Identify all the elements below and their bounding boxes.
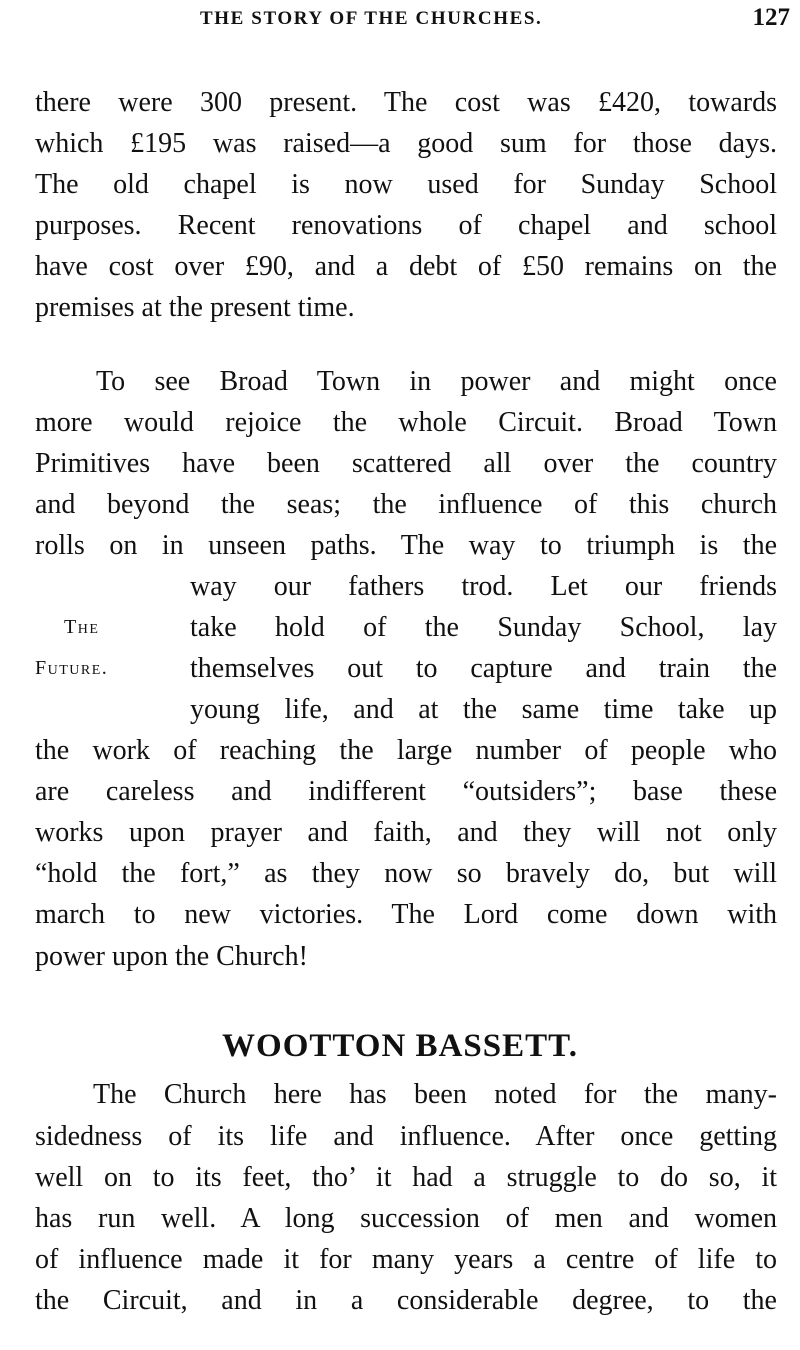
text-line: march to new victories. The Lord come down with	[35, 899, 777, 930]
text-line: the work of reaching the large number of people who	[35, 735, 777, 766]
page-number: 127	[752, 4, 790, 31]
text-line: there were 300 present. The cost was £420, towards	[35, 87, 777, 118]
text-line: themselves out to capture and train the	[190, 653, 777, 684]
text-line: which £195 was raised—a good sum for those days.	[35, 128, 777, 159]
text-line: The old chapel is now used for Sunday School	[35, 169, 777, 200]
text-line: To see Broad Town in power and might once	[96, 366, 777, 397]
text-line: premises at the present time.	[35, 292, 355, 323]
text-line: Primitives have been scattered all over the country	[35, 448, 777, 479]
section-heading: WOOTTON BASSETT.	[222, 1028, 578, 1064]
text-line: purposes. Recent renovations of chapel and school	[35, 210, 777, 241]
text-line: have cost over £90, and a debt of £50 remains on the	[35, 251, 777, 282]
text-line: works upon prayer and faith, and they will not only	[35, 817, 777, 848]
text-line: the Circuit, and in a considerable degree, to the	[35, 1285, 777, 1316]
sidenote-line: The	[64, 616, 100, 638]
text-line: power upon the Church!	[35, 941, 308, 972]
text-line: rolls on in unseen paths. The way to triumph is the	[35, 530, 777, 561]
text-line: more would rejoice the whole Circuit. Broad Town	[35, 407, 777, 438]
running-header	[0, 4, 800, 38]
text-line: way our fathers trod. Let our friends	[190, 571, 777, 602]
text-line: The Church here has been noted for the many-	[93, 1079, 777, 1110]
text-line: are careless and indifferent “outsiders”; base these	[35, 776, 777, 807]
text-line: and beyond the seas; the influence of this church	[35, 489, 777, 520]
running-title: THE STORY OF THE CHURCHES.	[200, 8, 543, 29]
sidenote-line: Future.	[35, 657, 109, 679]
text-line: “hold the fort,” as they now so bravely do, but will	[35, 858, 777, 889]
text-line: young life, and at the same time take up	[190, 694, 777, 725]
text-line: of influence made it for many years a centre of life to	[35, 1244, 777, 1275]
text-line: has run well. A long succession of men and women	[35, 1203, 777, 1234]
text-line: well on to its feet, tho’ it had a struggle to do so, it	[35, 1162, 777, 1193]
text-line: take hold of the Sunday School, lay	[190, 612, 777, 643]
text-line: sidedness of its life and influence. After once getting	[35, 1121, 777, 1152]
